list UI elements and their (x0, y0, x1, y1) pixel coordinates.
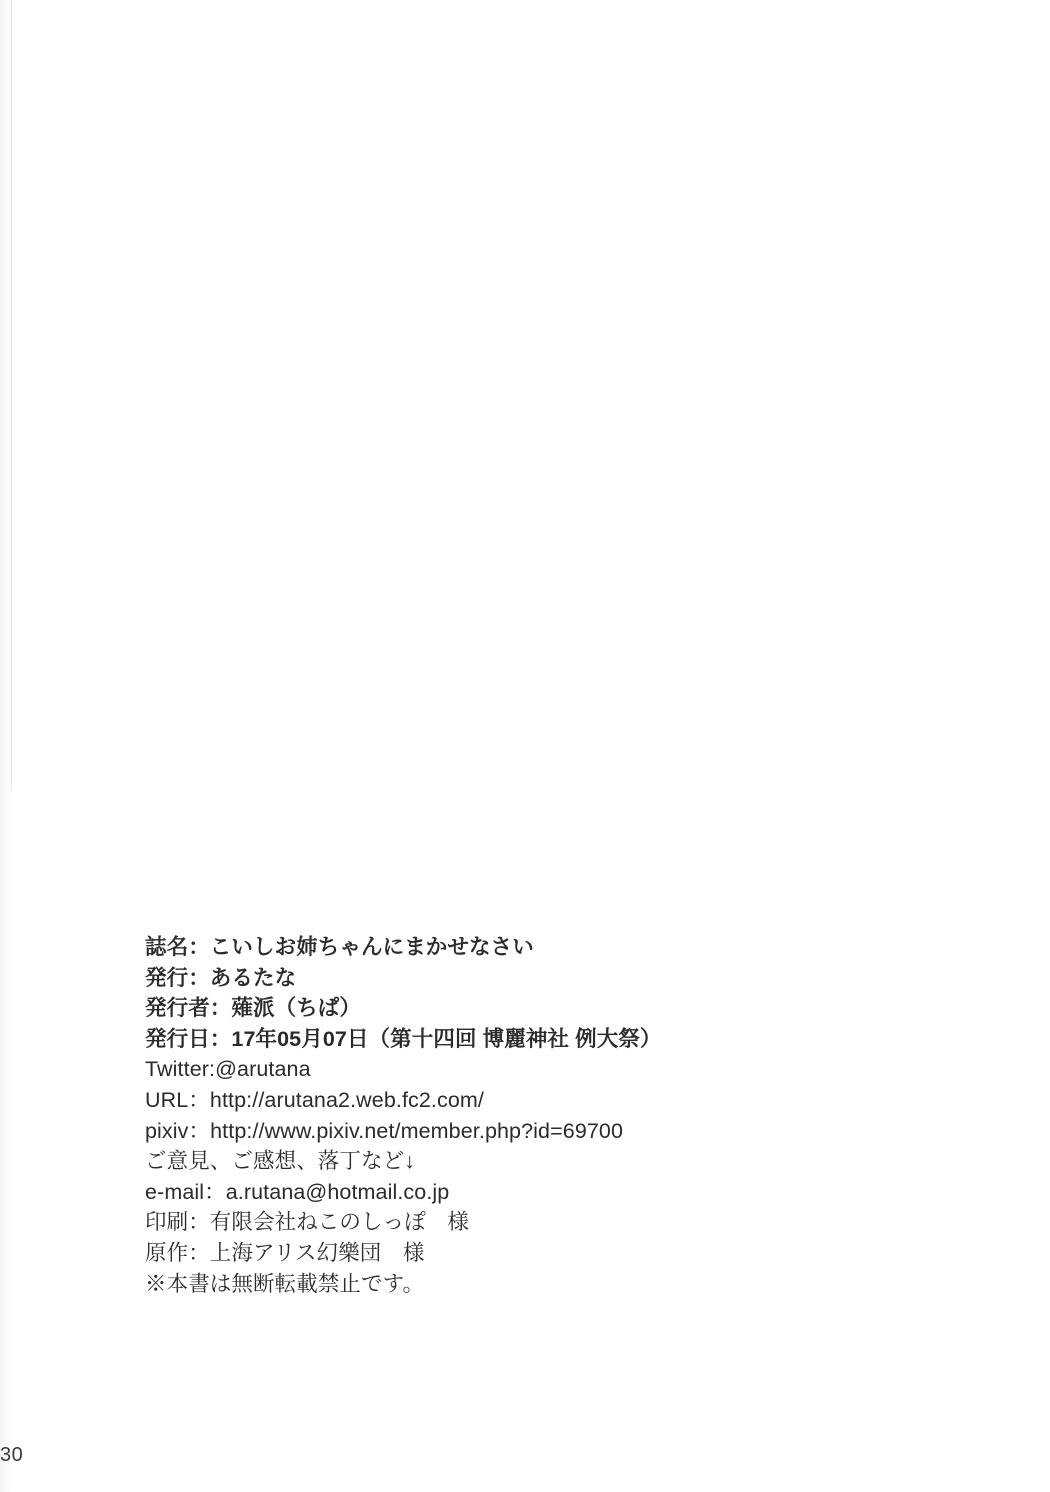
colophon-line: 誌名：こいしお姉ちゃんにまかせなさい (145, 935, 534, 959)
colophon-line-url: URL：http://arutana2.web.fc2.com/ (145, 1087, 485, 1112)
colophon-line: 発行日：17年05月07日（第十四回 博麗神社 例大祭） (145, 1026, 662, 1051)
colophon-line: 発行：あるたな (145, 965, 297, 990)
colophon-line-email: e-mail：a.rutana@hotmail.co.jp (145, 1179, 450, 1204)
page-number: 30 (0, 1444, 24, 1466)
colophon-line-original: 原作：上海アリス幻樂団 様 (145, 1240, 425, 1265)
colophon-line-notice: ※本書は無断転載禁止です。 (145, 1271, 425, 1296)
colophon-line-pixiv: pixiv：http://www.pixiv.net/member.php?id=69700 (145, 1118, 624, 1143)
scan-edge-line (11, 0, 12, 790)
colophon-block (145, 932, 905, 1299)
colophon-line-twitter: Twitter:@arutana (145, 1057, 311, 1082)
colophon-line-printer: 印刷：有限会社ねこのしっぽ 様 (145, 1210, 470, 1235)
colophon-line-feedback: ご意見、ご感想、落丁など↓ (145, 1149, 416, 1174)
colophon-line: 発行者：薙派（ちぱ） (145, 996, 362, 1021)
